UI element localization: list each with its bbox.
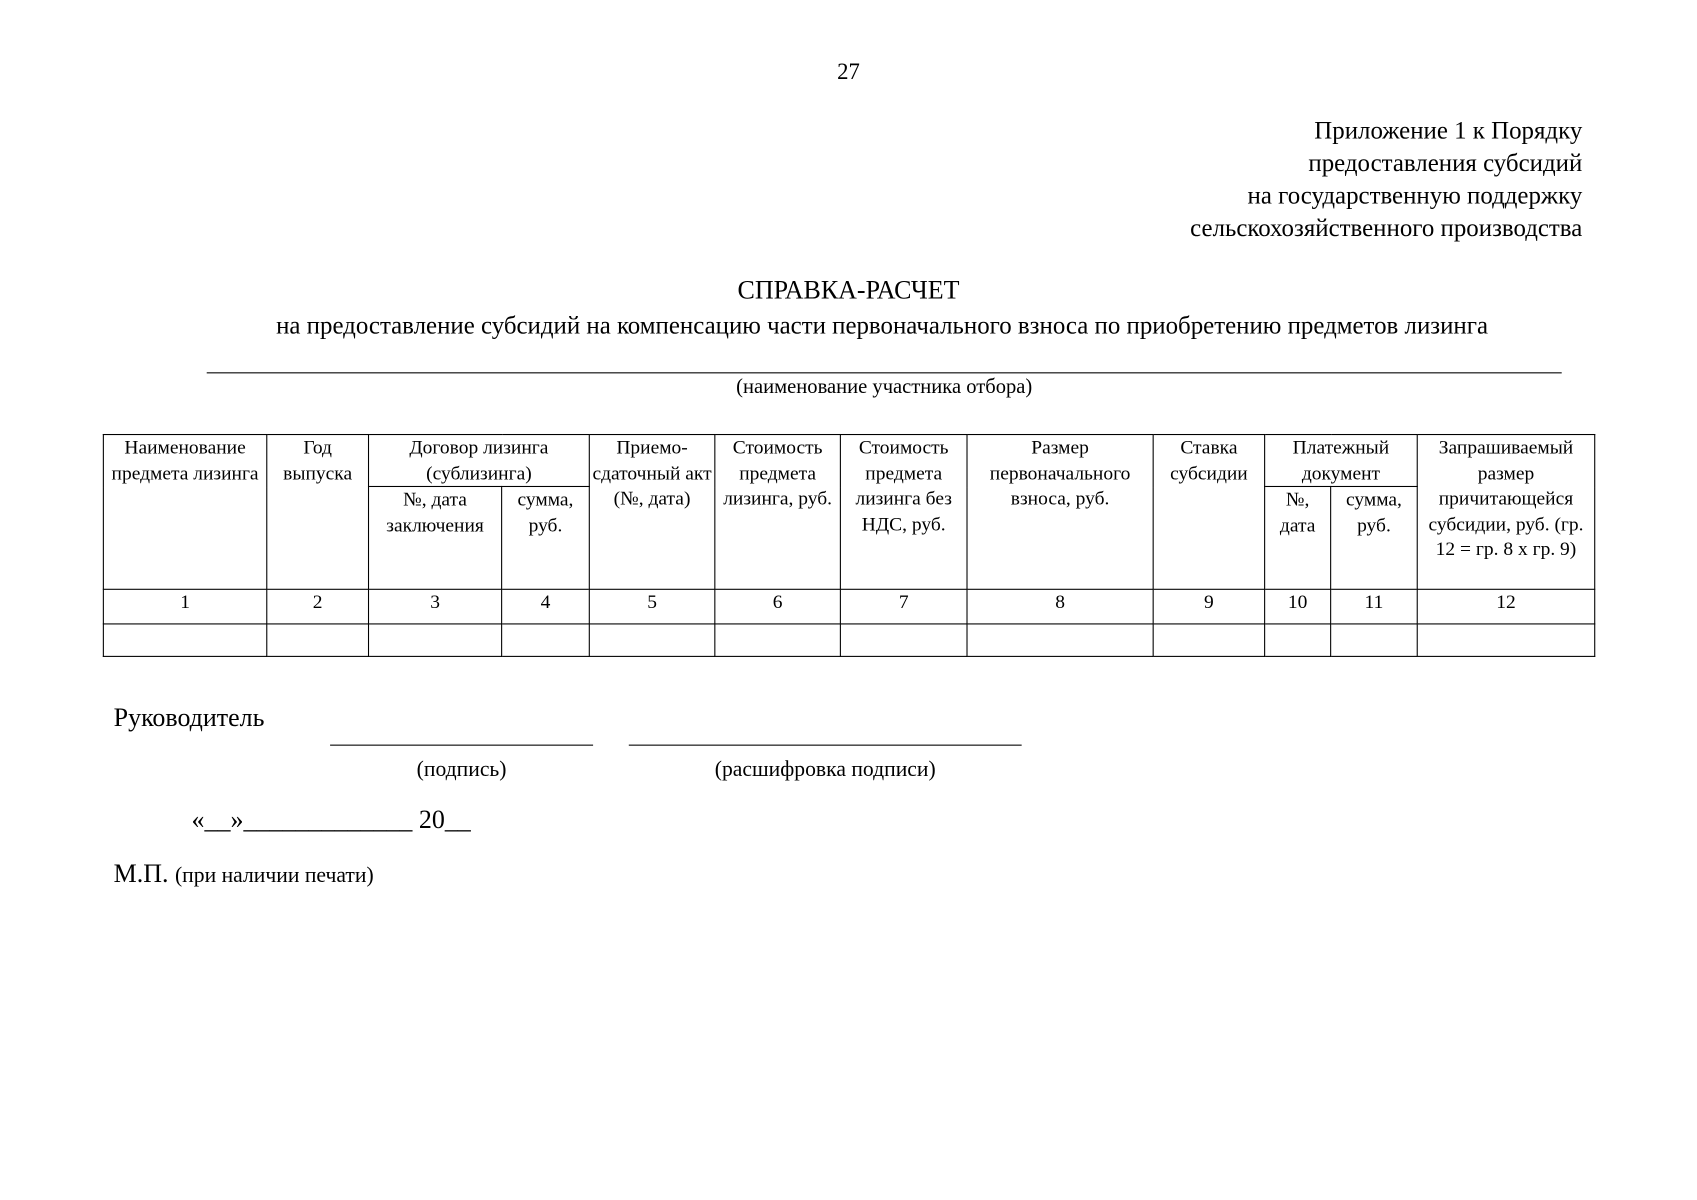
calculation-table (103, 434, 1595, 657)
appendix-line: Приложение 1 к Порядку (1314, 116, 1583, 144)
header-rate: Ставка субсидии (1153, 435, 1264, 590)
column-number: 7 (840, 589, 967, 624)
appendix-line: сельскохозяйственного производства (1190, 214, 1583, 242)
signature-decode-line (629, 745, 1022, 746)
date-line: «__»_____________ 20__ (191, 806, 471, 835)
stamp-label: М.П. (113, 860, 169, 889)
column-number: 2 (267, 589, 369, 624)
table-row (103, 624, 1594, 656)
column-number: 3 (369, 589, 502, 624)
table-cell (1417, 624, 1594, 656)
table-cell (967, 624, 1153, 656)
header-cost: Стоимость предмета лизинга, руб. (715, 435, 841, 590)
table-cell (1331, 624, 1418, 656)
document-subtitle: на предоставление субсидий на компенсацию части первоначального взноса по приобретению предметов лизинга (276, 311, 1489, 339)
header-contract: Договор лизинга (сублизинга) (369, 435, 590, 487)
appendix-reference (1190, 115, 1582, 245)
table-cell (840, 624, 967, 656)
table-cell (589, 624, 715, 656)
header-requested: Запрашиваемый размер причитающейся субсидии, руб. (гр. 12 = гр. 8 х гр. 9) (1417, 435, 1594, 590)
column-number: 1 (103, 589, 266, 624)
table-cell (502, 624, 590, 656)
column-number: 9 (1153, 589, 1264, 624)
page-number: 27 (837, 58, 860, 85)
column-number: 5 (589, 589, 715, 624)
header-contract-sum: сумма, руб. (502, 486, 590, 589)
appendix-line: предоставления субсидий (1308, 149, 1583, 177)
stamp-line (114, 860, 374, 889)
column-number: 6 (715, 589, 841, 624)
table-cell (715, 624, 841, 656)
participant-name-line (207, 372, 1562, 373)
header-payment-sum: сумма, руб. (1331, 486, 1418, 589)
signature-line (330, 745, 593, 746)
stamp-note: (при наличии печати) (174, 863, 374, 888)
document-title: СПРАВКА-РАСЧЕТ (737, 277, 960, 306)
header-item-name: Наименование предмета лизинга (103, 435, 266, 590)
header-payment-doc: Платежный документ (1265, 435, 1418, 487)
header-cost-no-vat: Стоимость предмета лизинга без НДС, руб. (840, 435, 967, 590)
column-number: 8 (967, 589, 1153, 624)
column-number: 11 (1331, 589, 1418, 624)
table-cell (267, 624, 369, 656)
table-cell (369, 624, 502, 656)
signature-decode-caption: (расшифровка подписи) (714, 757, 936, 782)
column-number-row (103, 589, 1594, 624)
appendix-line: на государственную поддержку (1247, 181, 1583, 209)
column-number: 4 (502, 589, 590, 624)
table-cell (103, 624, 266, 656)
header-contract-no-date: №, дата заключения (369, 486, 502, 589)
header-payment-no-date: №, дата (1265, 486, 1331, 589)
head-label: Руководитель (113, 704, 265, 733)
table-cell (1153, 624, 1264, 656)
header-act: Приемо-сдаточный акт (№, дата) (589, 435, 715, 590)
signature-caption: (подпись) (416, 757, 507, 782)
participant-name-caption: (наименование участника отбора) (736, 375, 1033, 399)
column-number: 12 (1417, 589, 1594, 624)
header-initial-payment: Размер первоначального взноса, руб. (967, 435, 1153, 590)
table-header-row (103, 435, 1594, 487)
table-cell (1265, 624, 1331, 656)
column-number: 10 (1265, 589, 1331, 624)
header-year: Год выпуска (267, 435, 369, 590)
